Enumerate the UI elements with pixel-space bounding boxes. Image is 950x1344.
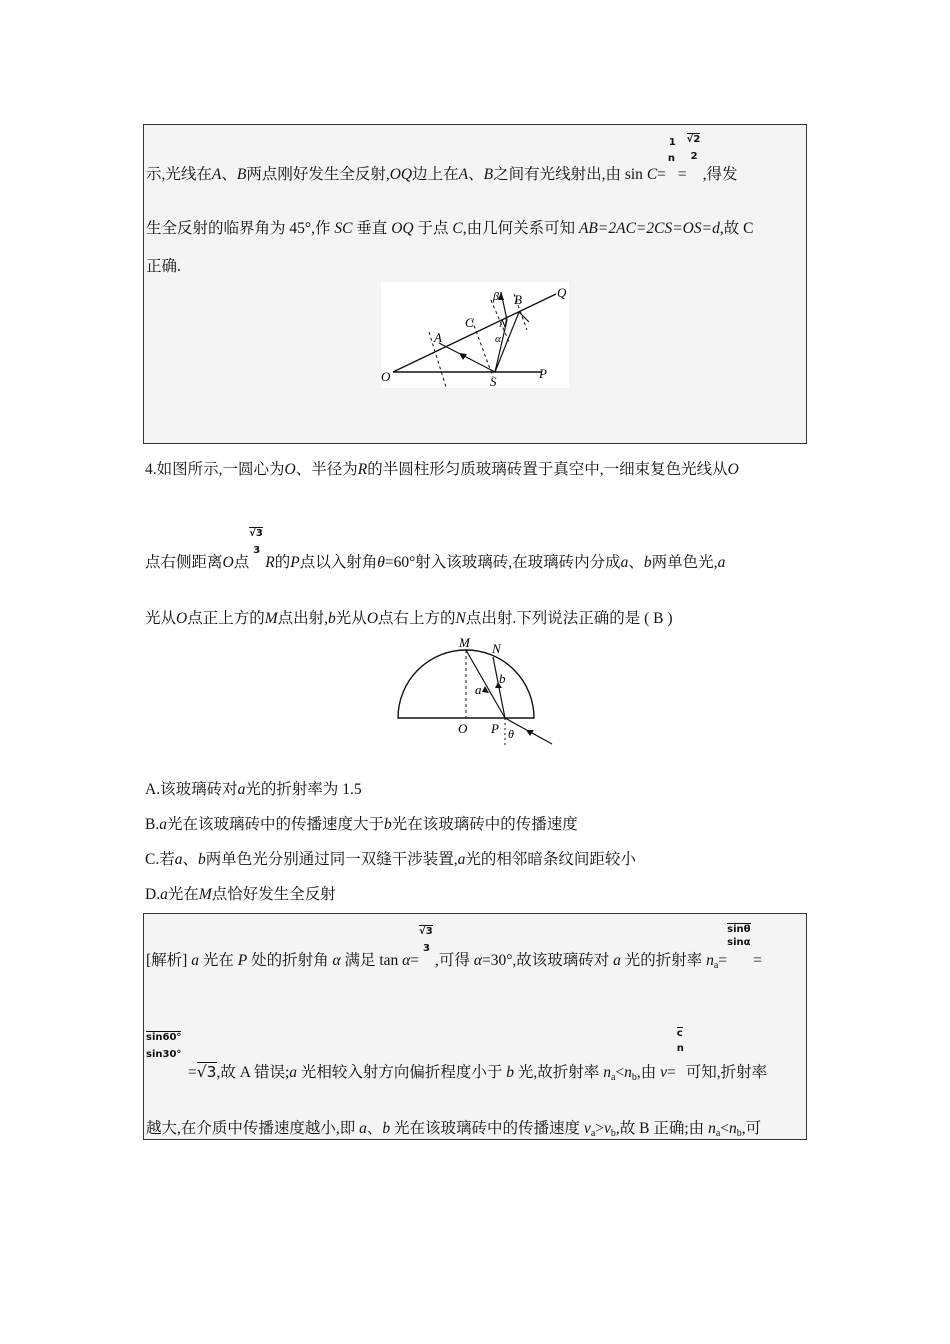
- option-D: [145, 882, 336, 904]
- text: 点出射.下列说法正确的是 ( B ): [465, 610, 673, 627]
- solution-3-line-3: [146, 254, 181, 276]
- text: C.若: [145, 851, 175, 868]
- frac-den: 3: [423, 943, 431, 954]
- var: b: [506, 1064, 515, 1081]
- text: 光,故折射率: [514, 1064, 604, 1081]
- text: 越大,在介质中传播速度越小,即: [146, 1120, 360, 1137]
- text: ,可: [741, 1120, 762, 1137]
- text: >: [595, 1120, 605, 1137]
- var: b: [197, 851, 206, 868]
- fig1-label-C: C: [465, 315, 474, 330]
- text: =: [410, 952, 420, 969]
- text: <: [720, 1120, 730, 1137]
- sqrt-3: √3: [196, 1063, 217, 1081]
- var: N: [455, 610, 466, 627]
- frac-den: n: [676, 1043, 684, 1054]
- solution-3-line-2: [146, 216, 753, 238]
- text: 光在: [167, 886, 199, 903]
- subscript: a: [610, 1072, 616, 1083]
- question-4-line-2: [145, 528, 726, 572]
- var: M: [264, 610, 278, 627]
- fig1-label-Q: Q: [557, 285, 567, 300]
- var: α: [332, 952, 341, 969]
- text: 垂直: [352, 220, 392, 237]
- text: 光在: [198, 952, 238, 969]
- frac-num: sin60°: [146, 1032, 182, 1043]
- text: 两点刚好发生全反射,: [246, 166, 390, 183]
- text: 点恰好发生全反射: [211, 886, 336, 903]
- option-A: [145, 777, 362, 799]
- fig2-label-a: a: [475, 682, 482, 697]
- text: ,可得: [435, 952, 474, 969]
- text: 边上在: [412, 166, 459, 183]
- text: =: [753, 952, 762, 969]
- var: OQ: [389, 166, 413, 183]
- text: ,故 A 错误;: [216, 1064, 290, 1081]
- text: =: [667, 1064, 676, 1081]
- text: 正确.: [146, 258, 181, 275]
- fig1-label-O: O: [381, 369, 391, 384]
- fraction-c-over-n: [676, 1028, 686, 1077]
- var: v: [583, 1120, 591, 1137]
- text: ,故 B 正确;由: [615, 1120, 709, 1137]
- var: α: [402, 952, 411, 969]
- var: a: [613, 952, 621, 969]
- text: 光在该玻璃砖中的传播速度: [390, 1120, 584, 1137]
- var: A: [211, 166, 222, 183]
- fraction-sin60-over-sin30: [146, 1032, 188, 1077]
- text: 、: [221, 166, 237, 183]
- text: ,由几何关系可知: [462, 220, 579, 237]
- text: 点以入射角: [299, 554, 378, 571]
- solution-box-3: [143, 124, 807, 444]
- var: SC: [334, 220, 353, 237]
- frac-num: sinθ: [727, 924, 751, 935]
- solution-4-line-2: [146, 1028, 768, 1083]
- fig1-label-S: S: [490, 374, 497, 388]
- frac-den: sin30°: [146, 1049, 182, 1060]
- var: B: [236, 166, 247, 183]
- text: 的: [274, 554, 291, 571]
- text: 生全反射的临界角为 45°,作: [146, 220, 335, 237]
- frac-num: 1: [668, 137, 676, 148]
- var: v: [604, 1120, 611, 1137]
- var: O: [366, 610, 379, 627]
- text: A.该玻璃砖对: [145, 781, 238, 798]
- text: 光的相邻暗条纹间距较小: [465, 851, 636, 868]
- text: =30°,故该玻璃砖对: [481, 952, 614, 969]
- fraction-1-over-n: [666, 137, 678, 179]
- var: a: [457, 851, 466, 868]
- frac-num: c: [676, 1028, 683, 1039]
- var: B: [483, 166, 494, 183]
- subscript: a: [715, 1128, 721, 1139]
- text: 光的折射率: [620, 952, 707, 969]
- text: 的半圆柱形匀质玻璃砖置于真空中,一细束复色光线从: [367, 461, 728, 478]
- var: P: [290, 554, 300, 571]
- var: R: [265, 554, 275, 571]
- text: D.: [145, 886, 161, 903]
- frac-den: 3: [253, 545, 261, 556]
- text: [解析]: [146, 952, 192, 969]
- var: P: [237, 952, 248, 969]
- text: 于点: [413, 220, 453, 237]
- var: O: [284, 461, 296, 478]
- text: 满足 tan: [340, 952, 403, 969]
- fig2-label-N: N: [492, 641, 501, 656]
- subscript: b: [631, 1072, 637, 1083]
- var: C: [646, 166, 658, 183]
- fig2-label-O: O: [458, 721, 468, 736]
- var: θ: [377, 554, 385, 571]
- var: b: [382, 1120, 391, 1137]
- text: B.: [145, 816, 160, 833]
- var: a: [620, 554, 629, 571]
- var: R: [357, 461, 368, 478]
- text: 、半径为: [295, 461, 358, 478]
- var: n: [624, 1064, 632, 1081]
- frac-den: sinα: [727, 937, 751, 948]
- var: A: [458, 166, 469, 183]
- text: =: [718, 952, 728, 969]
- frac-num: √2: [686, 134, 701, 145]
- var: a: [160, 886, 168, 903]
- fig1-label-beta: β: [493, 289, 499, 303]
- var: α: [473, 952, 482, 969]
- frac-num: √3: [249, 528, 263, 539]
- fraction-sintheta-over-sinalpha: [727, 924, 753, 965]
- subscript: a: [590, 1128, 596, 1139]
- var: O: [176, 610, 188, 627]
- fig1-label-P: P: [539, 366, 547, 381]
- text: =60°射入该玻璃砖,在玻璃砖内分成: [384, 554, 621, 571]
- text: 之间有光线射出,由 sin: [493, 166, 647, 183]
- text: ,故 C: [719, 220, 754, 237]
- text: =: [188, 1064, 197, 1081]
- var: n: [603, 1064, 611, 1081]
- text: 、: [628, 554, 644, 571]
- text: <: [615, 1064, 625, 1081]
- text: 处的折射角: [247, 952, 333, 969]
- var: a: [237, 781, 246, 798]
- fig1-label-N: N: [499, 316, 508, 330]
- text: 点: [233, 554, 250, 571]
- fig2-label-b: b: [499, 671, 506, 686]
- var: n: [706, 952, 714, 969]
- subscript: b: [736, 1128, 742, 1139]
- text: 两单色光,: [651, 554, 718, 571]
- var: O: [222, 554, 234, 571]
- figure-critical-angle: [381, 282, 569, 388]
- var: M: [198, 886, 212, 903]
- text: 、: [366, 1120, 383, 1137]
- var: a: [289, 1064, 298, 1081]
- frac-den: 2: [690, 151, 698, 162]
- var: C: [452, 220, 463, 237]
- var: a: [191, 952, 199, 969]
- fig1-label-A: A: [434, 330, 442, 345]
- fraction-sqrt3-over-3: [249, 528, 265, 567]
- fraction-sqrt2-over-2: [686, 134, 703, 179]
- fig2-label-theta: θ: [508, 727, 514, 741]
- text: 点出射,: [277, 610, 329, 627]
- question-4-line-3: [145, 606, 673, 628]
- subscript: b: [610, 1128, 616, 1139]
- text: 4.如图所示,一圆心为: [145, 461, 285, 478]
- fig2-label-M: M: [459, 636, 470, 650]
- var: OQ: [391, 220, 414, 237]
- var: n: [708, 1120, 716, 1137]
- text: 光相较入射方向偏折程度小于: [297, 1064, 507, 1081]
- fig1-label-alpha: α: [495, 333, 501, 345]
- option-B: [145, 812, 578, 834]
- frac-num: √3: [419, 926, 433, 937]
- var: v: [660, 1064, 668, 1081]
- var: a: [159, 816, 167, 833]
- text: 点右上方的: [378, 610, 456, 627]
- text: 光在该玻璃砖中的传播速度大于: [166, 816, 384, 833]
- option-C: [145, 847, 636, 869]
- solution-4-line-1: [146, 924, 762, 971]
- var: O: [727, 461, 739, 478]
- text: 示,光线在: [146, 166, 212, 183]
- frac-den: n: [667, 153, 676, 164]
- var: b: [328, 610, 336, 627]
- text: ,由: [636, 1064, 661, 1081]
- fig1-label-B: B: [514, 292, 522, 307]
- var: a: [174, 851, 183, 868]
- text: 两单色光分别通过同一双缝干涉装置,: [205, 851, 458, 868]
- fraction-sqrt3-over-3: [419, 926, 435, 965]
- text: 、: [182, 851, 198, 868]
- figure-semicircle-glass: [395, 636, 555, 748]
- var: n: [729, 1120, 737, 1137]
- var: b: [383, 816, 392, 833]
- text: 光从: [145, 610, 177, 627]
- var: AB=2AC=2CS=OS=d: [578, 220, 720, 237]
- var: b: [643, 554, 652, 571]
- solution-3-line-1: [146, 134, 738, 184]
- solution-box-4: [143, 913, 807, 1140]
- fig2-label-P: P: [491, 721, 499, 736]
- solution-4-line-3: [146, 1116, 761, 1139]
- subscript: a: [713, 960, 719, 971]
- question-4-line-1: [145, 457, 739, 479]
- var: a: [717, 554, 726, 571]
- text: 光在该玻璃砖中的传播速度: [391, 816, 578, 833]
- var: a: [359, 1120, 367, 1137]
- text: =: [657, 166, 666, 183]
- text: 光从: [335, 610, 367, 627]
- text: 、: [468, 166, 484, 183]
- text: 点右侧距离: [145, 554, 223, 571]
- text: 点正上方的: [187, 610, 265, 627]
- text: 可知,折射率: [685, 1064, 768, 1081]
- text: =: [677, 166, 687, 183]
- text: 光的折射率为 1.5: [245, 781, 362, 798]
- text: ,得发: [702, 166, 738, 183]
